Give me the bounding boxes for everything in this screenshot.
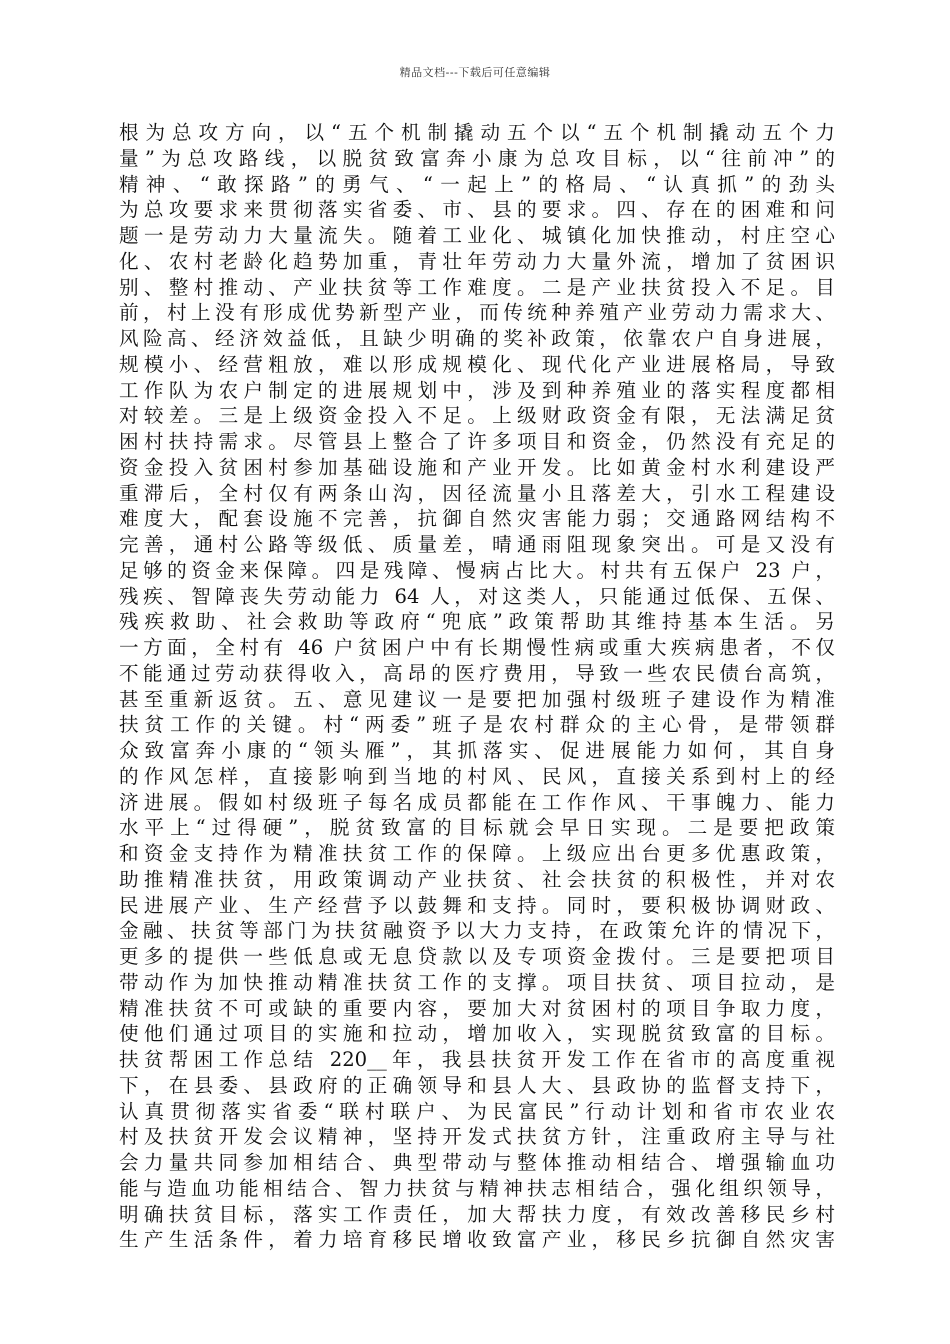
text-line: 困村扶持需求。尽管县上整合了许多项目和资金，仍然没有充足的: [119, 430, 835, 453]
text-line: 村及扶贫开发会议精神，坚持开发式扶贫方针，注重政府主导与社: [119, 1125, 835, 1149]
text-line: 对较差。三是上级资金投入不足。上级财政资金有限，无法满足贫: [119, 404, 835, 428]
text-line: 根为总攻方向，以“五个机制撬动五个以“五个机制撬动五个力: [119, 121, 835, 144]
text-line: 下，在县委、县政府的正确领导和县人大、县政协的监督支持下，: [119, 1073, 835, 1097]
text-line: 会力量共同参加相结合、典型带动与整体推动相结合、增强输血功: [119, 1151, 835, 1174]
text-line: 足够的资金来保障。四是残障、慢病占比大。村共有五保户 23 户，: [119, 558, 835, 582]
text-line: 民进展产业、生产经营予以鼓舞和支持。同时，要积极协调财政、: [119, 893, 835, 917]
text-line: 助推精准扶贫，用政策调动产业扶贫、社会扶贫的积极性，并对农: [119, 867, 835, 891]
text-line: 扶贫帮困工作总结 220__年，我县扶贫开发工作在省市的高度重视: [119, 1048, 835, 1071]
text-line: 规模小、经营粗放，难以形成规模化、现代化产业进展格局，导致: [119, 352, 835, 376]
text-line: 的作风怎样，直接影响到当地的村风、民风，直接关系到村上的经: [119, 764, 835, 788]
text-line: 金融、扶贫等部门为扶贫融资予以大力支持，在政策允许的情况下，: [119, 919, 835, 943]
text-line: 精准扶贫不可或缺的重要内容，要加大对贫困村的项目争取力度，: [119, 996, 835, 1020]
text-line: 前，村上没有形成优势新型产业，而传统种养殖产业劳动力需求大、: [119, 301, 835, 325]
text-line: 风险高、经济效益低，且缺少明确的奖补政策，依靠农户自身进展，: [119, 327, 835, 350]
text-line: 精神、“敢探路”的勇气、“一起上”的格局、“认真抓”的劲头: [119, 172, 835, 196]
text-line: 化、农村老龄化趋势加重，青壮年劳动力大量外流，增加了贫困识: [119, 249, 835, 273]
text-line: 为总攻要求来贯彻落实省委、市、县的要求。四、存在的困难和问: [119, 198, 835, 222]
text-line: 不能通过劳动获得收入，高昂的医疗费用，导致一些农民债台高筑，: [119, 661, 835, 685]
text-line: 资金投入贫困村参加基础设施和产业开发。比如黄金村水利建设严: [119, 455, 835, 479]
text-line: 水平上“过得硬”，脱贫致富的目标就会早日实现。二是要把政策: [119, 816, 835, 840]
text-line: 众致富奔小康的“领头雁”，其抓落实、促进展能力如何，其自身: [119, 739, 835, 762]
body-text: [119, 120, 835, 1253]
text-line: 和资金支持作为精准扶贫工作的保障。上级应出台更多优惠政策，: [119, 842, 835, 865]
text-line: 甚至重新返贫。五、意见建议一是要把加强村级班子建设作为精准: [119, 687, 835, 711]
page-header: 精品文档---下载后可任意编辑: [399, 66, 551, 79]
text-line: 难度大，配套设施不完善，抗御自然灾害能力弱；交通路网结构不: [119, 507, 835, 531]
text-line: 残疾、智障丧失劳动能力 64 人，对这类人，只能通过低保、五保、: [119, 584, 835, 608]
text-line: 带动作为加快推动精准扶贫工作的支撑。项目扶贫、项目拉动，是: [119, 970, 835, 994]
text-line: 济进展。假如村级班子每名成员都能在工作作风、干事魄力、能力: [119, 790, 835, 814]
text-line: 扶贫工作的关键。村“两委”班子是农村群众的主心骨，是带领群: [119, 713, 835, 737]
text-line: 明确扶贫目标，落实工作责任，加大帮扶力度，有效改善移民乡村: [119, 1202, 835, 1226]
text-line: 一方面，全村有 46 户贫困户中有长期慢性病或重大疾病患者，不仅: [119, 636, 835, 659]
text-line: 量”为总攻路线，以脱贫致富奔小康为总攻目标，以“往前冲”的: [119, 146, 835, 170]
text-line: 更多的提供一些低息或无息贷款以及专项资金拨付。三是要把项目: [119, 945, 835, 968]
text-line: 重滞后，全村仅有两条山沟，因径流量小且落差大，引水工程建设: [119, 481, 835, 505]
text-line: 工作队为农户制定的进展规划中，涉及到种养殖业的落实程度都相: [119, 378, 835, 402]
text-line: 能与造血功能相结合、智力扶贫与精神扶志相结合，强化组织领导，: [119, 1176, 835, 1200]
text-line: 残疾救助、社会救助等政府“兜底”政策帮助其维持基本生活。另: [119, 610, 835, 634]
text-line: 生产生活条件，着力培育移民增收致富产业，移民乡抗御自然灾害: [119, 1228, 835, 1252]
text-line: 使他们通过项目的实施和拉动，增加收入，实现脱贫致富的目标。: [119, 1022, 835, 1046]
text-line: 认真贯彻落实省委“联村联户、为民富民”行动计划和省市农业农: [119, 1099, 835, 1123]
text-line: 题一是劳动力大量流失。随着工业化、城镇化加快推动，村庄空心: [119, 224, 835, 247]
text-line: 完善，通村公路等级低、质量差，晴通雨阻现象突出。可是又没有: [119, 533, 835, 556]
text-line: 别、整村推动、产业扶贫等工作难度。二是产业扶贫投入不足。目: [119, 275, 835, 299]
